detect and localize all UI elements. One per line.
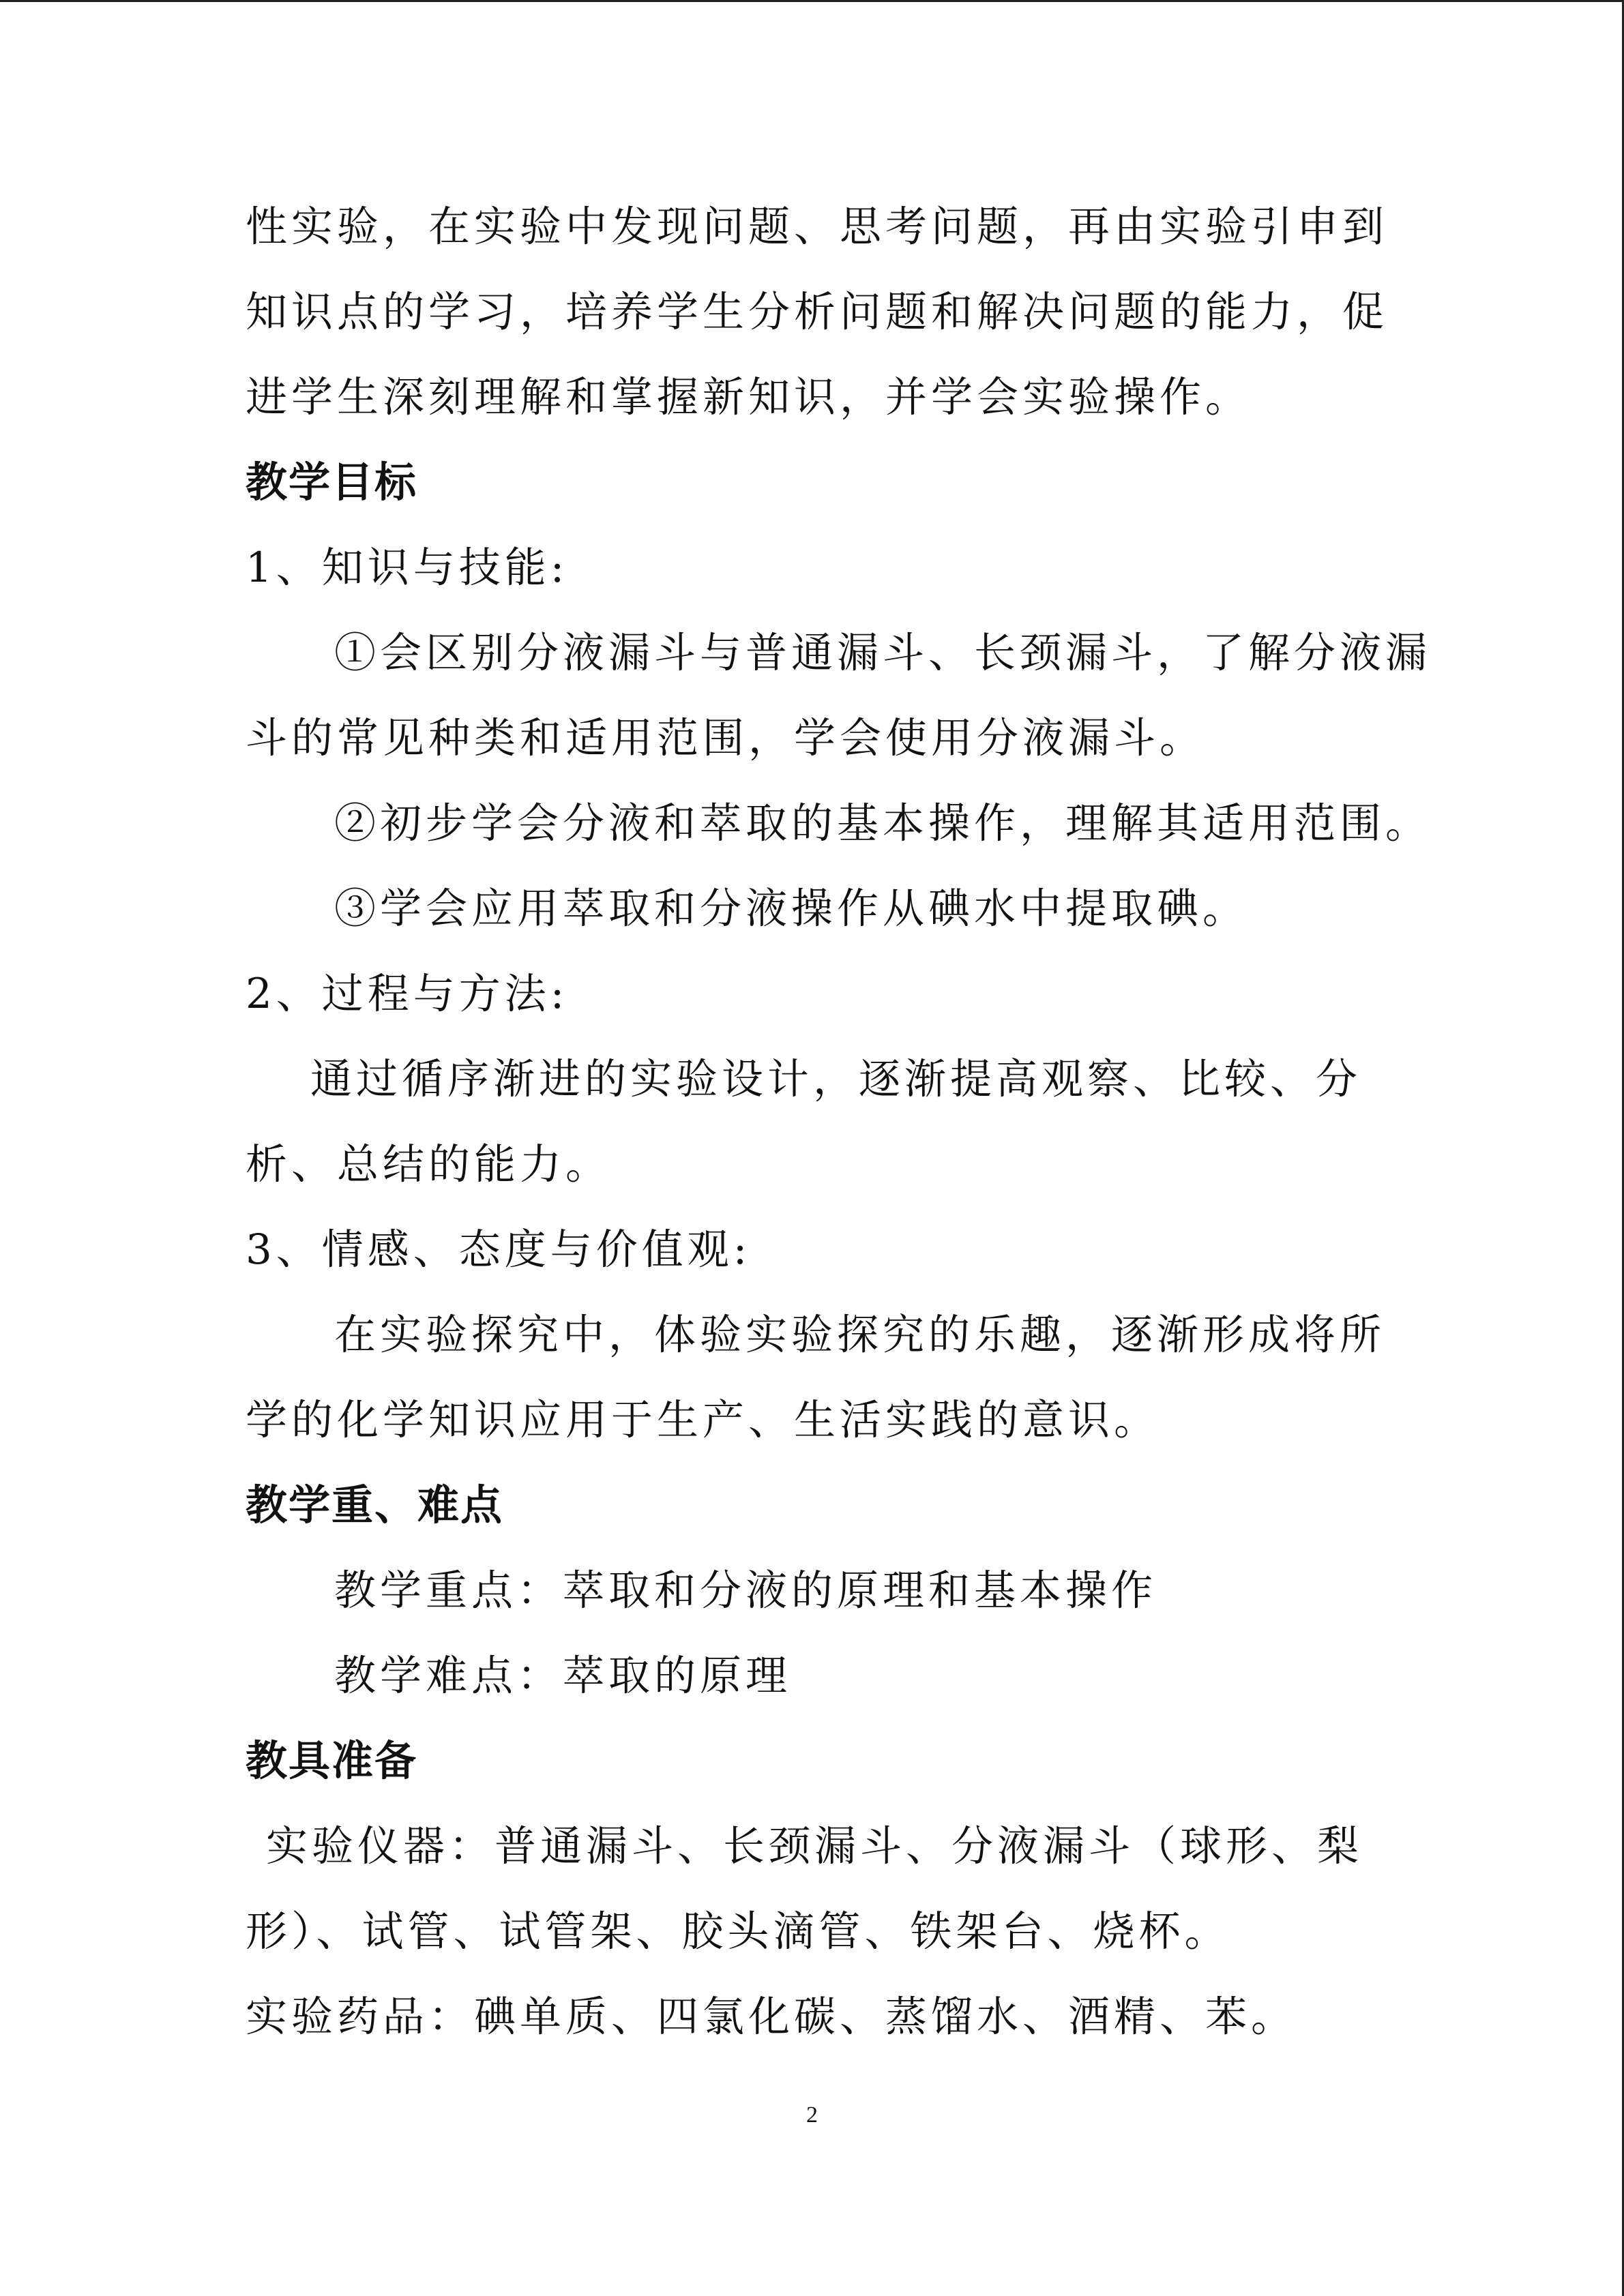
knowledge-item-3: ③学会应用萃取和分液操作从碘水中提取碘。 (334, 884, 1249, 933)
knowledge-item-1: ①会区别分液漏斗与普通漏斗、长颈漏斗，了解分液漏 (334, 629, 1432, 677)
heading-teaching-objectives: 教学目标 (246, 458, 418, 507)
body-line-3: 进学生深刻理解和掌握新知识，并学会实验操作。 (246, 373, 1252, 421)
knowledge-skills-title: 1、知识与技能: (246, 543, 569, 592)
knowledge-item-1-cont: 斗的常见种类和适用范围，学会使用分液漏斗。 (246, 714, 1206, 762)
emotion-line-2: 学的化学知识应用于生产、生活实践的意识。 (246, 1396, 1160, 1444)
emotion-line-1: 在实验探究中，体验实验探究的乐趣，逐渐形成将所 (334, 1311, 1386, 1359)
heading-key-difficult-points: 教学重、难点 (246, 1481, 504, 1530)
instruments-line-1: 实验仪器：普通漏斗、长颈漏斗、分液漏斗（球形、梨 (266, 1822, 1363, 1870)
difficult-point: 教学难点：萃取的原理 (334, 1652, 792, 1700)
key-point: 教学重点：萃取和分液的原理和基本操作 (334, 1566, 1157, 1615)
process-line-1: 通过循序渐进的实验设计，逐渐提高观察、比较、分 (310, 1055, 1362, 1103)
heading-equipment: 教具准备 (246, 1737, 418, 1785)
process-methods-title: 2、过程与方法: (246, 970, 569, 1018)
reagents-line: 实验药品：碘单质、四氯化碳、蒸馏水、酒精、苯。 (246, 1993, 1297, 2041)
body-line-2: 知识点的学习，培养学生分析问题和解决问题的能力，促 (246, 288, 1389, 336)
process-line-2: 析、总结的能力。 (246, 1140, 612, 1189)
instruments-line-2: 形）、试管、试管架、胶头滴管、铁架台、烧杯。 (246, 1907, 1230, 1956)
knowledge-item-2: ②初步学会分液和萃取的基本操作，理解其适用范围。 (334, 799, 1432, 848)
body-line-1: 性实验，在实验中发现问题、思考问题，再由实验引申到 (246, 203, 1389, 251)
page-number: 2 (806, 2102, 818, 2128)
emotion-values-title: 3、情感、态度与价值观: (246, 1225, 752, 1274)
